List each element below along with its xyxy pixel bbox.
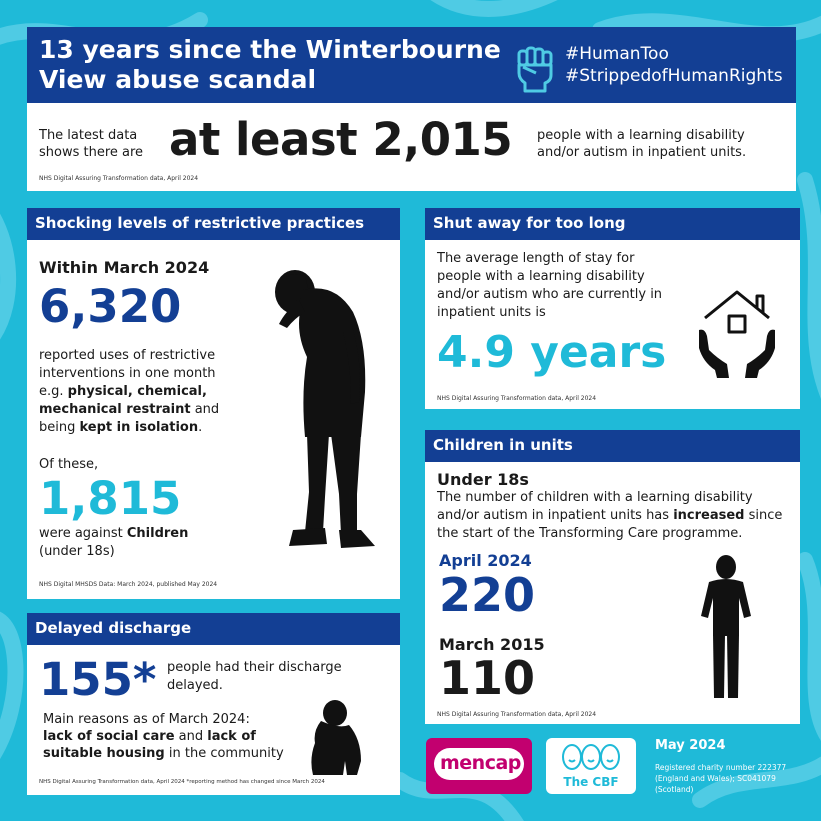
delayed-text-and: and — [174, 729, 208, 744]
delayed-reasons — [43, 711, 284, 762]
shut-away-line3: and/or autism who are currently in — [437, 287, 663, 302]
restrictive-text-being: being — [39, 420, 80, 435]
intro-prefix-line2: shows there are — [39, 145, 144, 160]
intro-suffix-line2: and/or autism in inpatient units. — [537, 145, 747, 160]
delayed-reasons-line1: Main reasons as of March 2024: — [43, 712, 250, 727]
restrictive-children-number: 1,815 — [39, 472, 182, 525]
crouching-person-silhouette-icon — [309, 699, 365, 777]
cbf-logo-text: The CBF — [563, 775, 619, 789]
restrictive-bold-physical: physical, chemical, — [67, 384, 207, 399]
shut-away-text — [437, 250, 662, 322]
restrictive-bold-mechanical: mechanical restraint — [39, 402, 191, 417]
house-in-hands-icon — [695, 286, 779, 382]
delayed-source: NHS Digital Assuring Transformation data, April 2024 *reporting method has changed since March 2024 — [39, 779, 325, 785]
delayed-bold-housing: suitable housing — [43, 746, 165, 761]
charity-info — [655, 762, 786, 795]
delayed-bold-lack-of: lack of — [207, 729, 256, 744]
restrictive-header: Shocking levels of restrictive practices — [27, 208, 400, 240]
restrictive-text-eg: e.g. — [39, 384, 68, 399]
intro-card — [27, 103, 796, 191]
charity-line3: (Scotland) — [655, 785, 694, 794]
restrictive-text-line4 — [39, 401, 219, 419]
shut-away-line4: inpatient units is — [437, 305, 546, 320]
delayed-reasons-line2 — [43, 728, 284, 745]
restrictive-text-line1: reported uses of restrictive — [39, 348, 216, 363]
restrictive-text-line3 — [39, 383, 219, 401]
restrictive-text-and: and — [190, 402, 220, 417]
shut-away-header: Shut away for too long — [425, 208, 800, 240]
children-text-line1: The number of children with a learning disability — [437, 490, 753, 505]
children-value-2015: 110 — [439, 651, 536, 705]
delayed-text-community: in the community — [164, 746, 284, 761]
restrictive-of-these: Of these, — [39, 457, 99, 472]
restrictive-text-dot: . — [198, 420, 203, 435]
shut-away-line1: The average length of stay for — [437, 251, 635, 266]
children-text-line3: the start of the Transforming Care programme. — [437, 526, 743, 541]
shut-away-card — [425, 240, 800, 409]
intro-prefix — [39, 127, 143, 161]
children-text — [437, 489, 782, 543]
restrictive-source: NHS Digital MHSDS Data: March 2024, published May 2024 — [39, 581, 218, 588]
restrictive-subhead: Within March 2024 — [39, 258, 210, 277]
restrictive-against-line — [39, 525, 188, 543]
delayed-header: Delayed discharge — [27, 613, 400, 645]
restrictive-text-line5 — [39, 419, 219, 437]
intro-prefix-line1: The latest data — [39, 128, 138, 143]
restrictive-text-line2: interventions in one month — [39, 366, 216, 381]
charity-line2: (England and Wales); SC041079 — [655, 774, 776, 783]
restrictive-bold-isolation: kept in isolation — [79, 420, 199, 435]
intro-suffix-line1: people with a learning disability — [537, 128, 745, 143]
restrictive-big-number: 6,320 — [39, 280, 182, 333]
delayed-big-number: 155* — [39, 653, 157, 706]
page-title-line1: 13 years since the Winterbourne — [39, 35, 501, 64]
charity-line1: Registered charity number 222377 — [655, 763, 787, 772]
raised-fist-icon — [514, 43, 558, 93]
shut-away-big-number: 4.9 years — [437, 327, 667, 378]
children-subhead: Under 18s — [437, 470, 529, 489]
child-silhouette-icon — [697, 554, 755, 702]
children-text-line2 — [437, 507, 782, 525]
mencap-logo — [426, 738, 532, 794]
delayed-text — [167, 659, 342, 695]
mencap-logo-text: mencap — [440, 752, 521, 774]
restrictive-card — [27, 240, 400, 599]
shut-away-source: NHS Digital Assuring Transformation data, April 2024 — [437, 395, 597, 402]
delayed-text-line1: people had their discharge — [167, 660, 342, 675]
children-label-2024: April 2024 — [439, 551, 532, 570]
delayed-card — [27, 645, 400, 795]
cbf-faces-icon — [560, 742, 622, 772]
children-text-line2c: since — [744, 508, 783, 523]
delayed-text-line2: delayed. — [167, 678, 223, 693]
children-source: NHS Digital Assuring Transformation data, April 2024 — [437, 711, 597, 718]
page-title-line2: View abuse scandal — [39, 65, 317, 94]
children-header: Children in units — [425, 430, 800, 462]
footer-date: May 2024 — [655, 738, 726, 753]
hashtag-human-too: #HumanToo — [565, 44, 669, 64]
intro-source: NHS Digital Assuring Transformation data, April 2024 — [39, 175, 199, 182]
page-title — [39, 35, 501, 95]
children-value-2024: 220 — [439, 568, 536, 622]
title-banner — [27, 27, 796, 103]
hashtags — [565, 43, 783, 87]
cbf-logo — [546, 738, 636, 794]
intro-big-number: at least 2,015 — [169, 113, 513, 166]
hashtag-stripped: #StrippedofHumanRights — [565, 66, 783, 86]
shut-away-line2: people with a learning disability — [437, 269, 645, 284]
children-bold-increased: increased — [673, 508, 745, 523]
restrictive-against — [39, 525, 188, 561]
delayed-bold-social-care: lack of social care — [43, 729, 175, 744]
children-label-2015: March 2015 — [439, 635, 545, 654]
restrictive-against-text: were against — [39, 526, 127, 541]
restrictive-bold-children: Children — [126, 526, 189, 541]
restrictive-under18: (under 18s) — [39, 544, 115, 559]
restrictive-text — [39, 347, 219, 437]
distressed-person-silhouette-icon — [265, 262, 395, 557]
delayed-reasons-line3 — [43, 745, 284, 762]
children-text-line2a: and/or autism in inpatient units has — [437, 508, 674, 523]
children-card — [425, 462, 800, 724]
intro-suffix — [537, 127, 746, 161]
